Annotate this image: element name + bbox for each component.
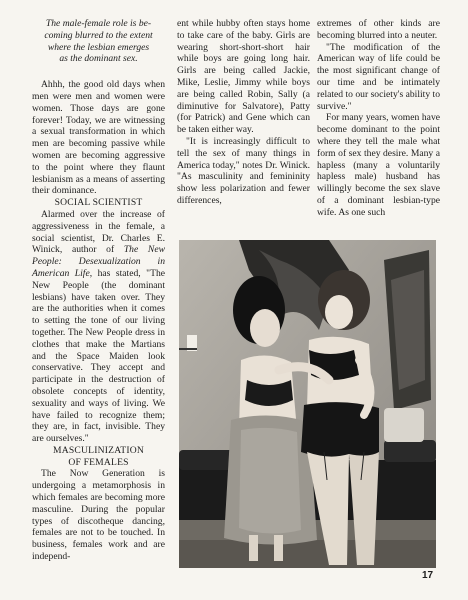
subheading-text: MASCULINIZATION: [53, 444, 144, 456]
body-paragraph: "The modification of the American way of life could be the most significant change of our time and be intimately related to our society's ability to survive.": [317, 41, 440, 112]
body-paragraph: For many years, women have become dominant to the point where they tell the male what form of sex they desire. Many a hapless (many a voluntarily hapless male) husband has willingly become the sex slave of a dominant lesbian-type wife. As one such: [317, 112, 440, 218]
pull-quote: [32, 18, 165, 65]
pull-quote-line: where the lesbian emerges: [47, 41, 150, 53]
body-text: Alarmed over the increase of aggressiveness in the female, a social scientist, Dr. Charles E. Winick, author of: [32, 208, 165, 256]
page-number: 17: [422, 570, 434, 581]
subheading-text: SOCIAL SCIENTIST: [54, 197, 143, 209]
subheading-social-scientist: [32, 197, 165, 209]
body-text: has stated, "The New People (the dominant lesbians) have taken over. They are the authorities when it comes to setting the tone of our living together. The New People dress in clothes that make the Martians and the Space Maiden look conservative. They accept and participate in the destruction of obsolete concepts of identity, sexuality and ways of living. We have failed to recognize them; they are, in fact, invisible. They are ourselves.": [32, 267, 165, 445]
text-column-2: [177, 18, 310, 207]
text-column-3: [317, 18, 440, 219]
body-paragraph: "It is increasingly difficult to tell the sex of many things in America today," notes Dr. Winick. "As masculinity and femininity show less polarization and fewer differences,: [177, 135, 310, 206]
body-paragraph: [32, 209, 165, 445]
subheading-masculinization: [32, 445, 165, 469]
pull-quote-line: as the dominant sex.: [59, 53, 138, 65]
body-paragraph: Ahhh, the good old days when men were men and women were women. Those days are gone forever! Today, we are witnessing a sexual transformation in which men are becoming passive while women are becoming aggressive to the point where they flaunt lesbianism as a means of asserting their dominance.: [32, 79, 165, 197]
body-paragraph: The Now Generation is undergoing a metamorphosis in which females are becoming more masculine. During the popular types of discotheque dancing, females are not to be touched. In business, females work and are independ-: [32, 468, 165, 563]
pull-quote-line: The male-female role is be-: [45, 18, 152, 29]
photo-illustration: [179, 240, 436, 568]
body-paragraph: ent while hubby often stays home to take care of the baby. Girls are wearing short-short-short hair while boys are going long hair. Girls are being called Jackie, Mike, Leslie, Jimmy while boys are being called Robin, Sally (a diminutive for Salvatore), Patty (for Patrick) and Gene which can be taken either way.: [177, 18, 310, 136]
text-column-1: [32, 18, 165, 563]
photograph: [179, 240, 436, 568]
pull-quote-line: coming blurred to the extent: [44, 29, 153, 41]
book-title: The New People: Desexualization in American Life,: [32, 244, 165, 279]
body-paragraph: extremes of other kinds are becoming blurred into a neuter.: [317, 18, 440, 41]
subheading-text: OF FEMALES: [68, 456, 129, 468]
